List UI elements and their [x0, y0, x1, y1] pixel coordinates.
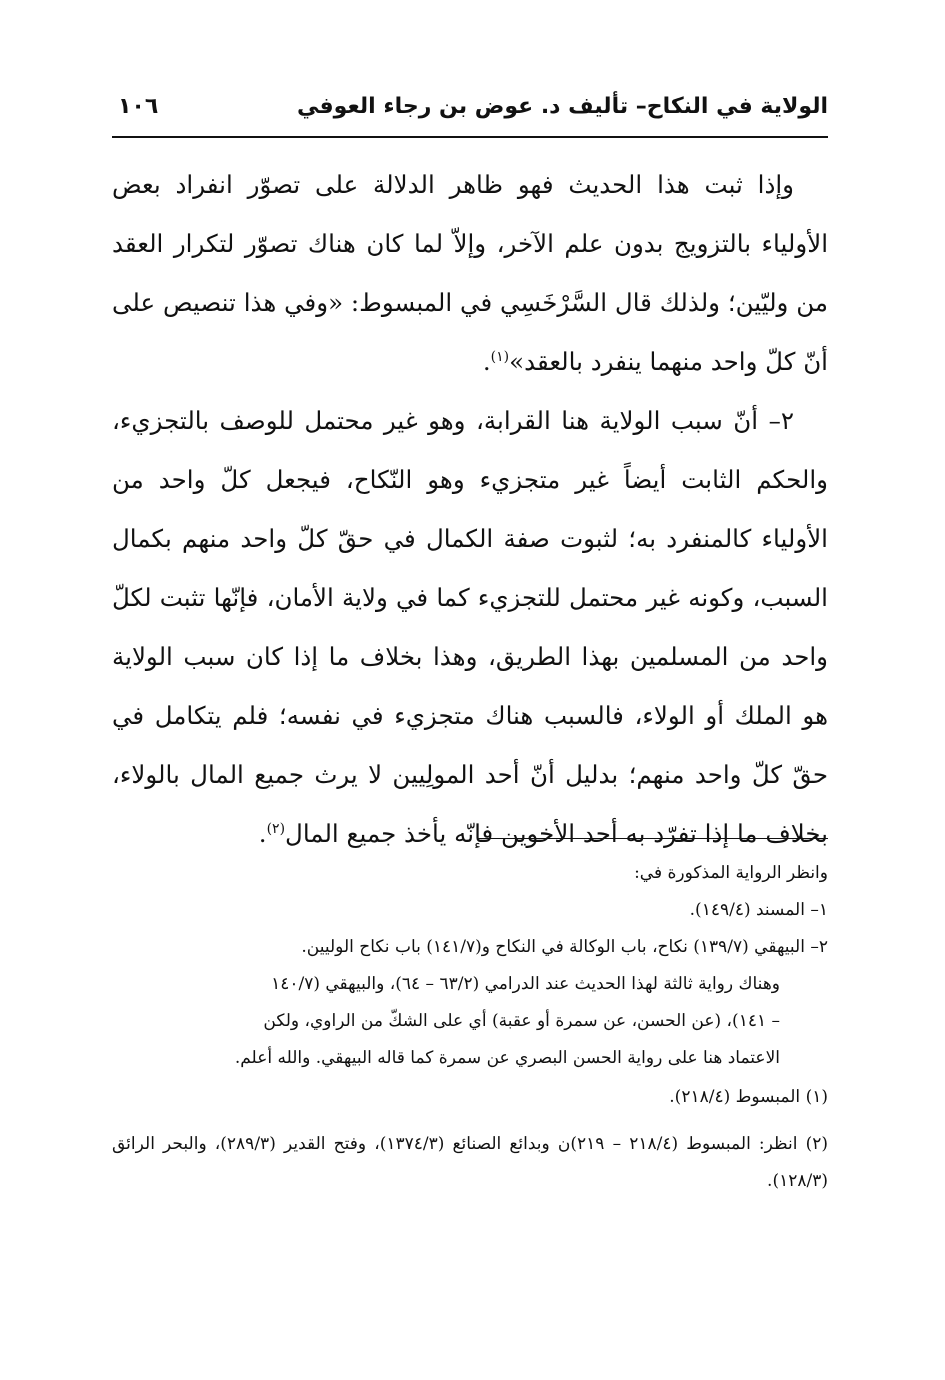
main-text	[112, 155, 828, 863]
paragraph-2-text: ٢– أنّ سبب الولاية هنا القرابة، وهو غير محتمل للوصف بالتجزيء، والحكم الثابت أيضاً غير متجزيء وهو النّكاح، فيجعل كلّ واحد من الأولياء كالمنفرد به؛ لثبوت صفة الكمال في حقّ كلّ واحد منهم بكمال السبب، وكونه غير محتمل للتجزيء كما في ولاية الأمان، فإنّها تثبت لكلّ واحد من المسلمين بهذا الطريق، وهذا بخلاف ما إذا كان سبب الولاية هو الملك أو الولاء، فالسبب هناك متجزيء في نفسه؛ فلم يتكامل في حقّ كلّ واحد منهم؛ بدليل أنّ أحد المولِيين لا يرث جميع المال بالولاء، بخلاف ما إذا تفرّد به أحد الأخوين فإنّه يأخذ جميع المال	[112, 406, 828, 848]
paragraph-2	[112, 391, 828, 863]
footnote-2-marker: (٢)	[805, 1134, 829, 1154]
footnote-1-marker: (١)	[805, 1087, 828, 1107]
sources-intro: وانظر الرواية المذكورة في:	[634, 863, 828, 883]
paragraph-2-end: .	[258, 819, 267, 848]
paragraph-1-end: .	[482, 347, 491, 376]
footnote-2-text: انظر: المبسوط (٢١٨/٤ – ٢١٩)ن وبدائع الصنائع (١٣٧٤/٣)، وفتح القدير (٢٨٩/٣)، والبحر الرائق (١٢٨/٣).	[112, 1134, 828, 1191]
paragraph-1	[112, 155, 828, 391]
source-item-2-line-2: وهناك رواية ثالثة لهذا الحديث عند الدرامي (٦٣/٢ – ٦٤)، والبيهقي (١٤٠/٧	[271, 974, 780, 994]
source-item-1: ١– المسند (١٤٩/٤).	[689, 900, 828, 920]
paragraph-1-text: وإذا ثبت هذا الحديث فهو ظاهر الدلالة على تصوّر انفراد بعض الأولياء بالتزويج بدون علم الآخر، وإلاّ لما كان هناك تصوّر لتكرار العقد من وليّين؛ ولذلك قال السَّرْخَسِي في المبسوط: «وفي هذا تنصيص على أنّ كلّ واحد منهما ينفرد بالعقد»	[112, 170, 828, 376]
footnote-ref-1: (١)	[490, 348, 510, 365]
page-header	[112, 88, 828, 138]
source-item-2: ٢– البيهقي (١٣٩/٧) نكاح، باب الوكالة في النكاح و(١٤١/٧) باب نكاح الوليين.	[301, 937, 828, 957]
footnote-2	[112, 1126, 828, 1200]
footnotes	[112, 855, 828, 1200]
footnote-1-text: المبسوط (٢١٨/٤).	[669, 1087, 801, 1107]
footnote-1	[112, 1079, 828, 1116]
footnote-ref-2: (٢)	[266, 820, 286, 837]
running-title: الولاية في النكاح– تأليف د. عوض بن رجاء العوفي	[297, 94, 828, 119]
footnote-separator	[477, 838, 828, 839]
source-item-2-line-4: الاعتماد هنا على رواية الحسن البصري عن سمرة كما قاله البيهقي. والله أعلم.	[234, 1048, 780, 1068]
page-number: ١٠٦	[118, 94, 159, 119]
source-item-2-line-3: – ١٤١)، (عن الحسن، عن سمرة أو عقبة) أي على الشكّ من الراوي، ولكن	[263, 1011, 780, 1031]
